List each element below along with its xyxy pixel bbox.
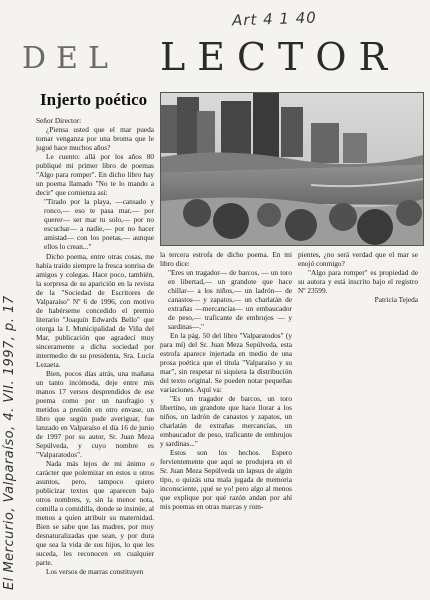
article-column-2 xyxy=(160,250,292,511)
handwritten-source-note: El Mercurio, Valparaíso, 4. VII. 1997, p. 17 xyxy=(2,295,17,590)
article-paragraph: Le cuento: allá por los años 80 publiqué mi primer libro de poemas "Algo para romper". En dicho libro hay un poema llamado "No te lo mando a decir" que comienza así: xyxy=(36,152,154,197)
article-paragraph: la tercera estrofa de dicho poema. En mi libro dice: xyxy=(160,250,292,268)
article-paragraph: Nada más lejos de mi ánimo o carácter que polemizar en estos u otros asuntos, pero, tampoco quiero publicizar textos que aparecen bajo otros nombres, y, sin la menor nota, comilla o comidilla, donde se insinúe, al menos a quien atribuir su maternidad. Bien se sabe que las madres, por muy desnaturalizadas que sean, y por dura que sea la vida de sus hijos, lo que les suceda, les reconocen en cualquier parte. xyxy=(36,459,154,567)
article-paragraph: "Es un tragador de barcos, un toro libertino, un grandote que hace llorar a los niños, un ladrón de canastos y zapatos, un charlatán de extrañas mercancías, un embaucador de peso, traficante de embrujos y sardinas..." xyxy=(160,394,292,448)
article-paragraph: Los versos de marras constituyen xyxy=(46,567,144,576)
article-paragraph: En la pág. 50 del libro "Valparatodos" (y para mí) del Sr. Juan Meza Sepúlveda, esta estrofa aparece injertada en medio de una prosa poética que el titula "Valparaíso y su mar", sin respetar ni siquiera la distribución del texto original. Se pueden notar pequeñas variaciones. Aquí va: xyxy=(160,331,292,394)
coastal-photo xyxy=(160,92,424,246)
article-paragraph: Señor Director: xyxy=(36,116,82,125)
article-paragraph: "Tirado por la playa, —cansado y ronco,— eso te pasa mar,— por querer— ser mar tu solo,— por no escuchar— a nadie,— por no hacer amistad— con los poetas,— aunque ellos lo crean..." xyxy=(44,197,154,251)
coastal-photo-image xyxy=(161,93,423,245)
article-column-1-top xyxy=(36,116,154,251)
article-paragraph: Patricia Tejeda xyxy=(374,295,418,304)
article-title: Injerto poético xyxy=(40,90,148,109)
article-column-3 xyxy=(298,250,418,304)
article-paragraph: "Algo para romper" es propiedad de su autora y está inscrito bajo el registro Nº 23599. xyxy=(298,268,418,295)
handwritten-archive-note: Art 4 1 40 xyxy=(231,8,318,30)
article-column-1-bottom xyxy=(36,252,154,576)
article-paragraph: Bien, pocos días atrás, una mañana un tanto incómoda, deje entre mis manos 17 versos desprendidos de ese poema como por un naufragio y metidos a presión en otro envase, un libro que según pude averiguar, fue lanzado en Valparaíso el día 16 de junio de 1997 por su autor, Sr. Juan Meza Sepúlveda, y cuyo nombre es "Valparatodos". xyxy=(36,369,154,459)
article-paragraph: "Eres un tragador— de barcos, — un toro en libertad,— un grandote que hace chillar— a los niños,— un ladrón— de canastos— y zapatos,— un charlatán de extrañas —mercancías— un embaucador de peso,— traficante de embrujos — y sardinas—." xyxy=(168,268,292,331)
section-header-lector: LECTOR xyxy=(160,35,400,79)
article-paragraph: Dicho poema, entre otras cosas, me había traído siempre la fresca sonrisa de amigos y colegas. Hace poco, también, la sorpresa de su aparición en la revista de la "Sociedad de Escritores de Valparaíso" Nº 6 de 1996, con motivo de habérseme concedido el premio literario "Joaquín Edwards Bello" que otorga la I. Municipalidad de Viña del Mar, publicación que agradecí muy sinceramente a dicha sociedad por intermedio de su presidenta, Sra. Lucía Lezaeta. xyxy=(36,252,154,369)
article-paragraph: ¿Piensa usted que el mar pueda tomar venganza por una broma que le jugué hace muchos años? xyxy=(36,125,154,152)
article-paragraph: pientes, ¿no será verdad que el mar se enojó conmigo? xyxy=(298,250,418,268)
article-paragraph: Estos son los hechos. Espero fervientemente que aquí se produjera en el Sr. Juan Meza Sepúlveda un lapsus de algún tipo, o quizás una mala jugada de memoria inconsciente, ¡qué se yo! pero algo al menos que explique por qué razón andan por ahí mis poemas en otras marcas y rom- xyxy=(160,448,292,511)
section-header-del: DEL xyxy=(22,41,118,76)
